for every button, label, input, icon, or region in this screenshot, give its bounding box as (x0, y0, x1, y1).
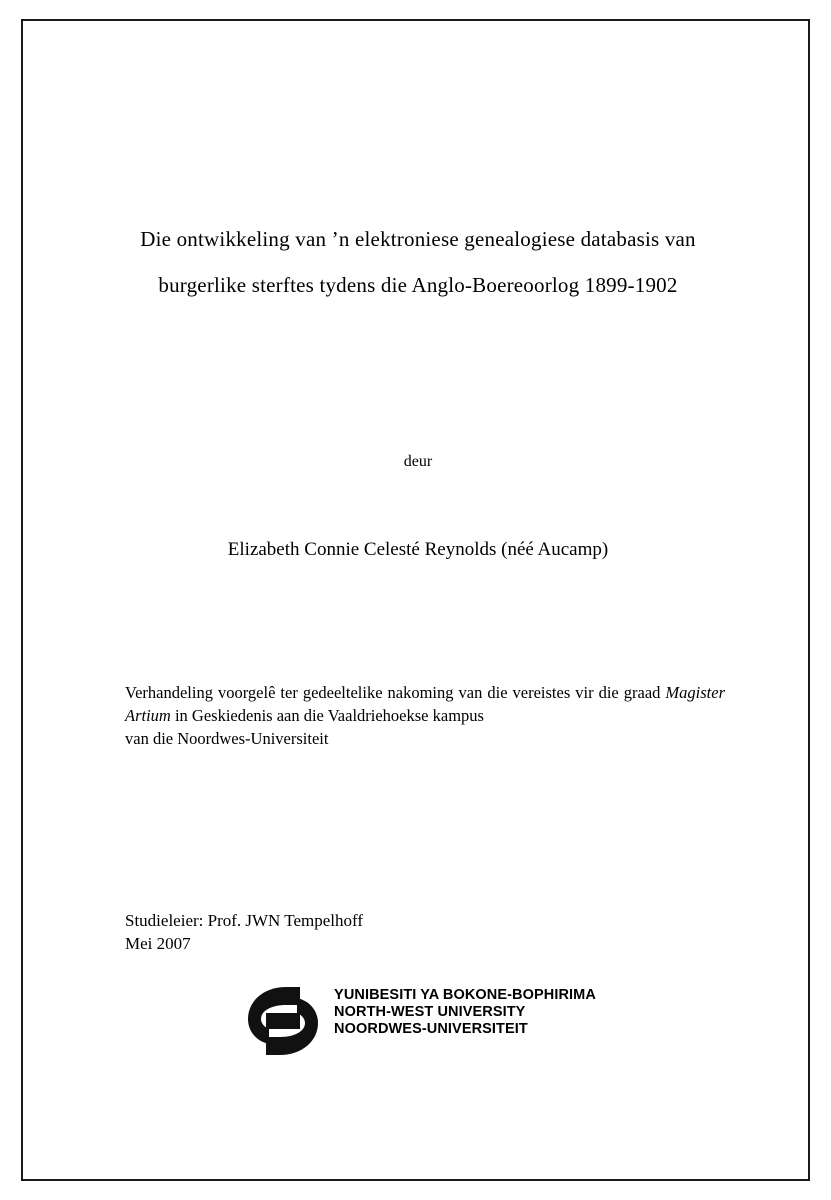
statement-part-1: Verhandeling voorgelê ter gedeeltelike nakoming van die vereistes vir die graad (125, 683, 666, 702)
supervisor-block (125, 909, 725, 955)
logo-line-3: NOORDWES-UNIVERSITEIT (334, 1021, 528, 1037)
title-line-1: Die ontwikkeling van ’n elektroniese genealogiese databasis van (140, 227, 696, 251)
degree-statement (125, 681, 725, 750)
nwu-emblem-icon (240, 983, 326, 1059)
statement-part-2: in Geskiedenis aan die Vaaldriehoekse kampus (170, 706, 484, 725)
page-border (21, 19, 810, 1181)
logo-line-2: NORTH-WEST UNIVERSITY (334, 1004, 526, 1020)
statement-degree-emphasis: Magister Artium (125, 683, 725, 725)
logo-line-1: YUNIBESITI YA BOKONE-BOPHIRIMA (334, 987, 596, 1003)
university-logo (103, 981, 733, 1059)
title-page-content (103, 21, 733, 1179)
supervisor-line: Studieleier: Prof. JWN Tempelhoff (125, 911, 364, 930)
date-line: Mei 2007 (125, 934, 191, 953)
title-line-2: burgerlike sterftes tydens die Anglo-Boereoorlog 1899-1902 (158, 273, 678, 297)
page-title (103, 216, 733, 308)
statement-part-3: van die Noordwes-Universiteit (125, 729, 329, 748)
by-label: deur (403, 453, 433, 470)
logo-wordmark (334, 981, 596, 1038)
author-name: Elizabeth Connie Celesté Reynolds (néé Aucamp) (227, 539, 609, 560)
